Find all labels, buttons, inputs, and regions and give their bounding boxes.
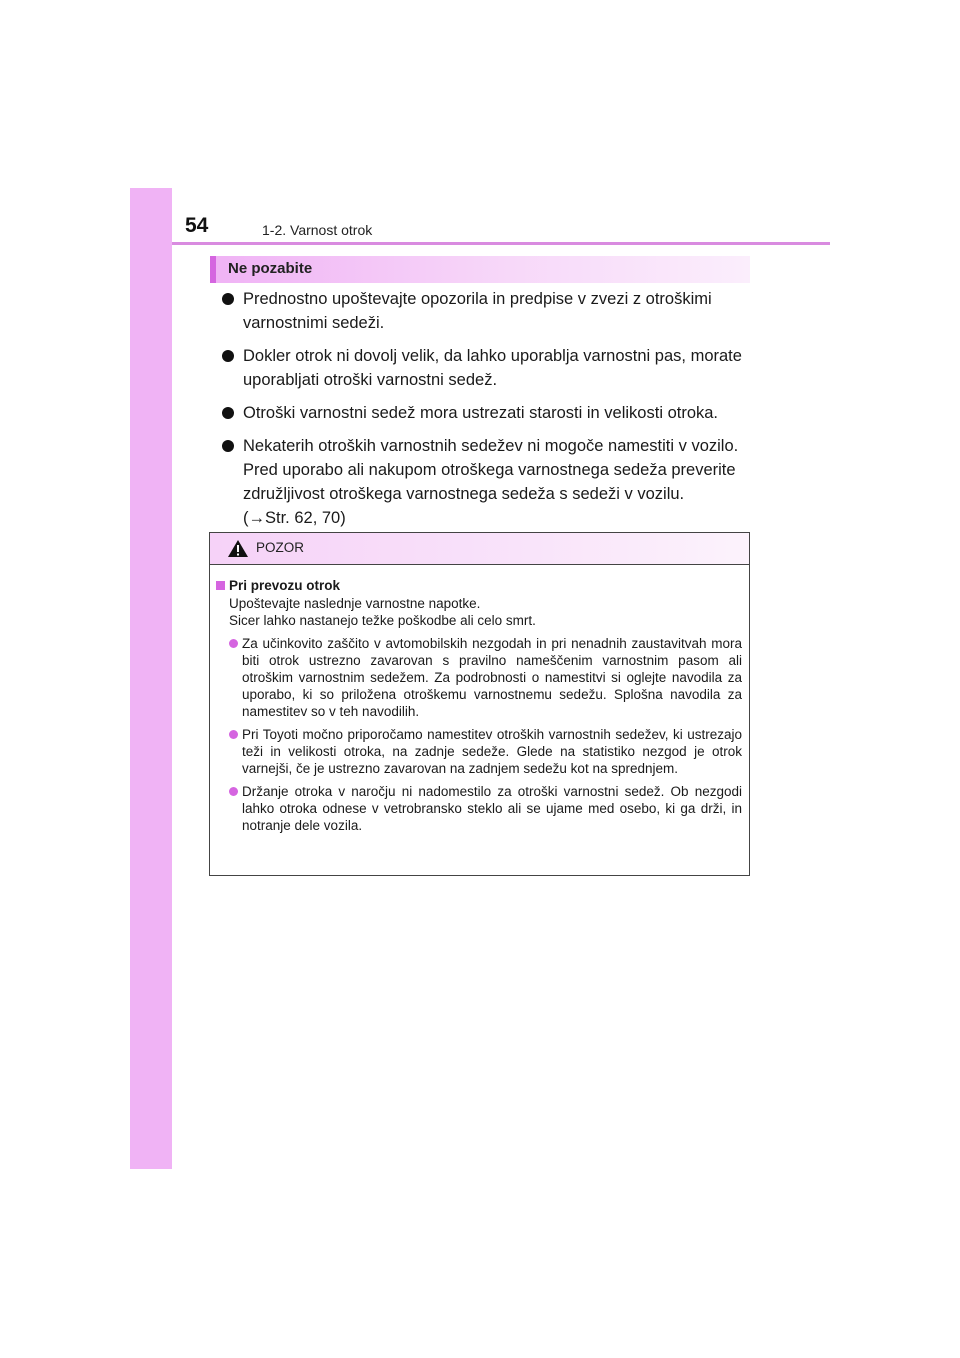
bullet-icon [222,440,234,452]
page-number: 54 [185,214,209,237]
warning-intro: Upoštevajte naslednje varnostne napotke. [229,596,481,611]
reminder-item: Prednostno upoštevajte opozorila in predpise v zvezi z otroškimi varnostnimi sedeži. [222,287,744,335]
bullet-icon [229,730,238,739]
reminder-title: Ne pozabite [228,260,313,277]
section-title: 1-2. Varnost otrok [262,222,373,238]
square-bullet-icon [216,581,225,590]
reminder-header [210,256,750,283]
reminder-item: Dokler otrok ni dovolj velik, da lahko uporablja varnostni pas, morate uporabljati otroški varnostni sedež. [222,344,744,392]
warning-box [209,532,750,876]
reminder-item: Otroški varnostni sedež mora ustrezati starosti in velikosti otroka. [222,401,744,425]
reminder-item-note: Pred uporabo ali nakupom otroškega varnostnega sedeža preverite združljivost otroškega varnostnega sedeža s sedeži v vozilu. [243,461,736,503]
page-reference: (→Str. 62, 70) [243,509,346,527]
chapter-side-tab [130,188,172,1169]
warning-body [210,565,749,834]
warning-header [210,533,749,565]
header-divider [172,242,830,245]
bullet-icon [222,407,234,419]
reminder-item: Nekaterih otroških varnostnih sedežev ni mogoče namestiti v vozilo. Pred uporabo ali nakupom otroškega varnostnega sedeža preverite združljivost otroškega varnostnega sedeža s sedeži v vozilu. (→Str. 62, 70) [222,434,744,530]
bullet-icon [229,639,238,648]
warning-item: Držanje otroka v naročju ni nadomestilo za otroški varnostni sedež. Ob nezgodi lahko otroka odnese v vetrobransko steklo ali se ujame med osebo, ki ga drži, in notranje dele vozila. [216,783,742,834]
warning-subtitle: Pri prevozu otrok [216,577,742,594]
warning-title: POZOR [256,540,305,555]
bullet-icon [222,350,234,362]
warning-triangle-icon [227,539,249,558]
warning-item: Pri Toyoti močno priporočamo namestitev otroških varnostnih sedežev, ki ustrezajo teži in velikosti otroka, na zadnje sedeže. Glede na statistiko nezgod je otrok varnejši, če je ustrezno zavarovan na zadnjem sedežu kot na sprednjem. [216,726,742,777]
bullet-icon [222,293,234,305]
warning-intro-2: Sicer lahko nastanejo težke poškodbe ali celo smrt. [229,613,536,628]
warning-item: Za učinkovito zaščito v avtomobilskih nezgodah in pri nenadnih zaustavitvah mora biti otrok ustrezno zavarovan s pravilno nameščenim varnostnim pasom ali otroškim varnostnim sedežem. Za podrobnosti o namestitvi si oglejte navodila za uporabo, ki so priložena otroškemu varnostnemu sedežu. Splošna navodila za namestitev so v teh navodilih. [216,635,742,720]
bullet-icon [229,787,238,796]
reminder-list [222,287,744,539]
